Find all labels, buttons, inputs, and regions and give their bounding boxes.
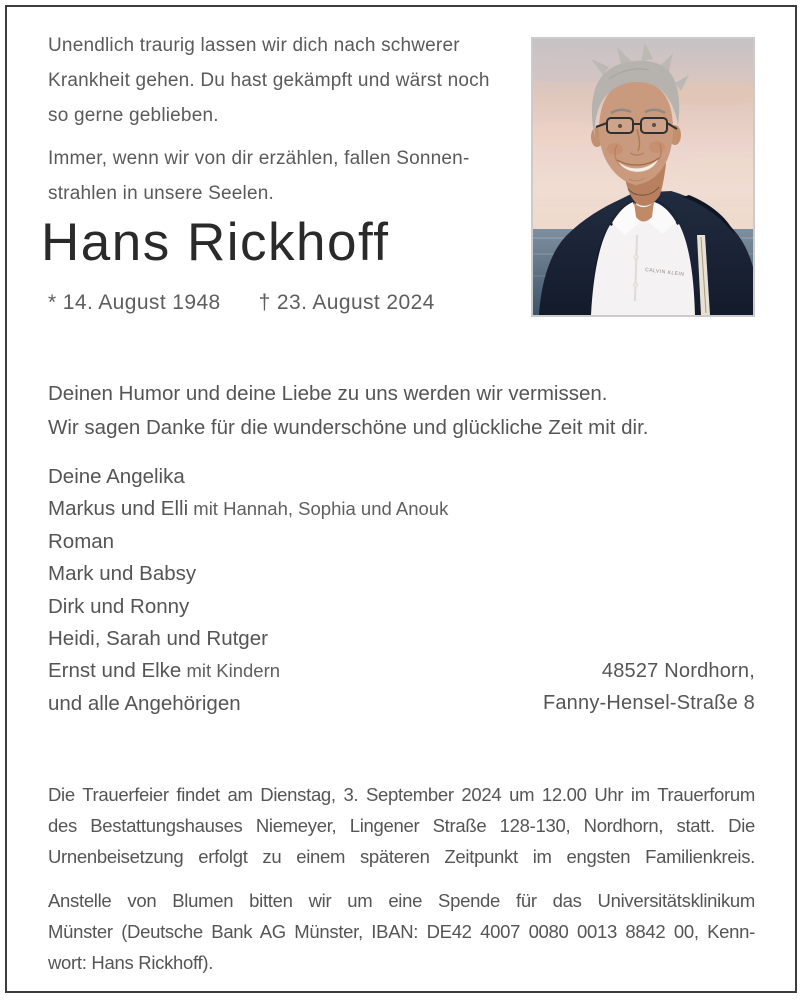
mourner-sub: mit Hannah, Sophia und Anouk — [188, 498, 449, 520]
mourner-line — [48, 526, 448, 558]
mourner-main: und alle Angehörigen — [48, 691, 241, 715]
birth-date: * 14. August 1948 — [48, 291, 221, 314]
death-date: † 23. August 2024 — [258, 291, 435, 314]
donation-line: wort: Hans Rickhoff). — [48, 952, 214, 974]
mourner-main: Roman — [48, 529, 115, 553]
address-line: Fanny-Hensel-Straße 8 — [542, 692, 755, 715]
donation-paragraph — [48, 885, 755, 979]
deceased-name: Hans Rickhoff — [41, 213, 390, 272]
life-dates — [48, 291, 435, 315]
tribute-paragraph — [48, 377, 649, 445]
mourner-sub: mit Kindern — [181, 660, 281, 682]
donation-line: Münster (Deutsche Bank AG Münster, IBAN: DE42 4007 0080 0013 8842 00, Kenn- — [48, 921, 755, 943]
address-block — [543, 655, 755, 720]
intro-line: strahlen in unsere Seelen. — [48, 183, 274, 204]
mourner-line — [48, 461, 448, 493]
funeral-line: Urnenbeisetzung erfolgt zu einem späteren Zeitpunkt im engsten Familienkreis. — [48, 846, 755, 868]
intro-line: Immer, wenn wir von dir erzählen, fallen Sonnen- — [48, 148, 470, 169]
mourner-line — [48, 655, 448, 687]
mourner-main: Heidi, Sarah und Rutger — [48, 627, 268, 651]
mourner-main: Mark und Babsy — [48, 562, 197, 586]
funeral-line: des Bestattungshauses Niemeyer, Lingener Straße 128-130, Nordhorn, statt. Die — [48, 815, 755, 837]
intro-line: Unendlich traurig lassen wir dich nach schwerer — [48, 35, 460, 56]
tribute-line: Wir sagen Danke für die wunderschöne und glückliche Zeit mit dir. — [48, 416, 649, 439]
address-line: 48527 Nordhorn, — [601, 660, 755, 682]
funeral-line: Die Trauerfeier findet am Dienstag, 3. September 2024 um 12.00 Uhr im Trauerforum — [48, 784, 755, 805]
intro-line: Krankheit gehen. Du hast gekämpft und wärst noch — [48, 70, 490, 91]
portrait-photo — [531, 37, 755, 317]
donation-line: Anstelle von Blumen bitten wir um eine Spende für das Universitätsklinikum — [48, 890, 755, 911]
mourner-main: Ernst und Elke — [48, 659, 182, 683]
mourner-line — [48, 623, 448, 655]
mourners-list — [48, 461, 448, 720]
intro-line: so gerne geblieben. — [48, 105, 219, 126]
mourner-main: Markus und Elli — [48, 497, 189, 521]
mourner-line — [48, 688, 448, 720]
funeral-info-paragraph — [48, 779, 755, 873]
mourner-line — [48, 493, 448, 525]
mourner-line — [48, 558, 448, 590]
intro-paragraph-1 — [48, 28, 490, 133]
mourner-line — [48, 591, 448, 623]
tribute-line: Deinen Humor und deine Liebe zu uns werden wir vermissen. — [48, 382, 608, 405]
mourner-main: Deine Angelika — [48, 465, 185, 488]
shirt-brand-label: CALVIN KLEIN — [644, 267, 685, 278]
intro-paragraph-2 — [48, 141, 469, 211]
portrait-photo-illustration — [533, 39, 753, 315]
mourner-main: Dirk und Ronny — [48, 594, 190, 618]
